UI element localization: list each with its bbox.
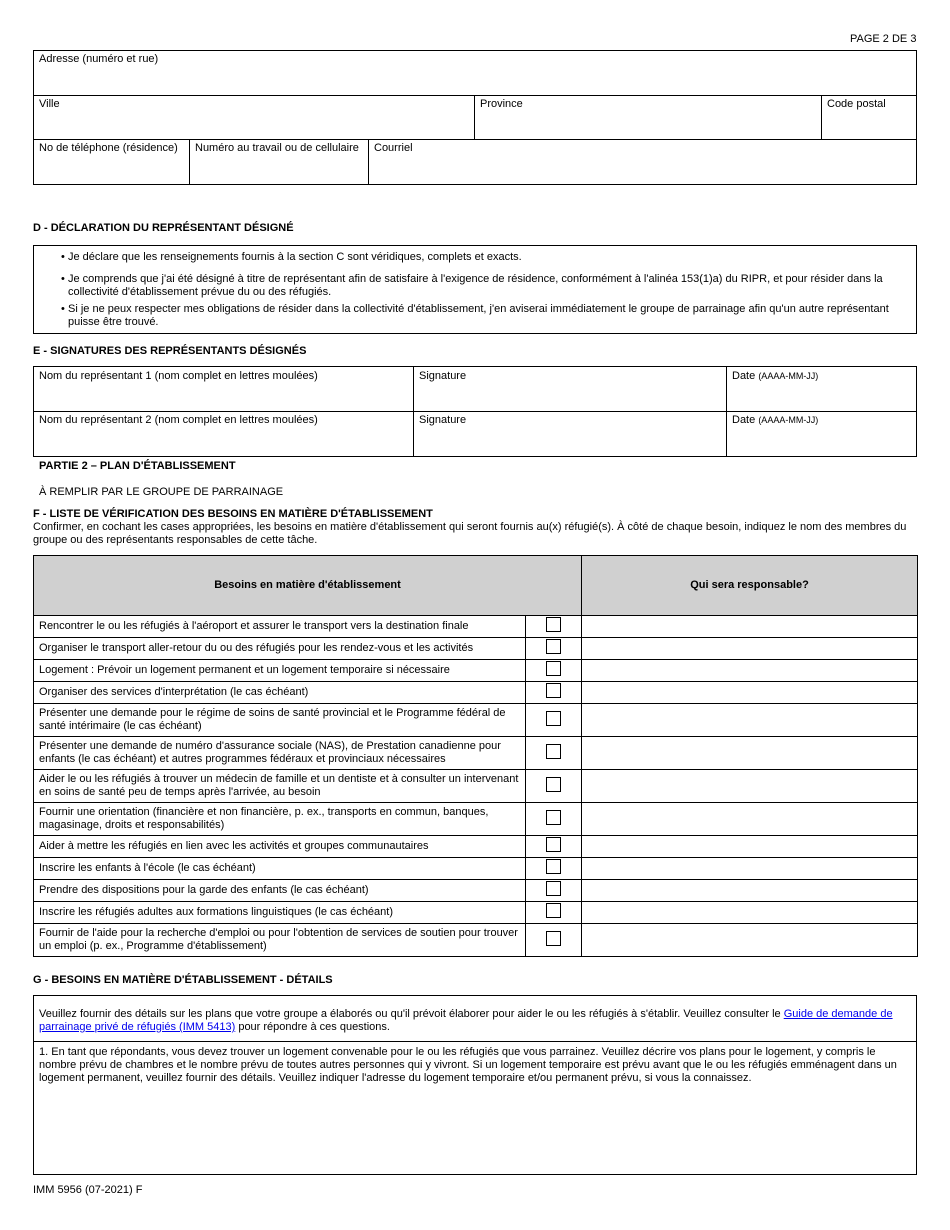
responsible-field[interactable]: [582, 803, 918, 836]
need-checkbox[interactable]: [546, 639, 561, 654]
bullet-dot: •: [61, 273, 65, 285]
need-label: Inscrire les réfugiés adultes aux formations linguistiques (le cas échéant): [34, 902, 526, 924]
contact-divider: [33, 95, 917, 96]
date-format: (AAAA-MM-JJ): [758, 415, 819, 425]
responsible-field[interactable]: [582, 682, 918, 704]
contact-divider: [368, 139, 369, 185]
rep2-name-field[interactable]: Nom du représentant 2 (nom complet en lettres moulées): [39, 414, 318, 426]
responsible-field[interactable]: [582, 770, 918, 803]
rep1-date-field[interactable]: [732, 370, 818, 383]
contact-divider: [33, 139, 917, 140]
form-id: IMM 5956 (07-2021) F: [33, 1184, 143, 1196]
question-1[interactable]: 1. En tant que répondants, vous devez trouver un logement convenable pour le ou les réfugiés que vous parrainez. Veuillez décrire vos plans pour le logement, y compris le nombre prévu de chambres et le nombre prévu de toutes autres personnes qui y vivront. Si un logement temporaire est prévu avant que le ou les réfugiés emménagent dans un logement permanent, veuillez fournir des détails. Veuillez indiquer l'adresse du logement temporaire et/ou permanent prévu, si vous la connaissez.: [39, 1046, 897, 1084]
need-checkbox-cell: [526, 660, 582, 682]
date-format: (AAAA-MM-JJ): [758, 371, 819, 381]
page-number: PAGE 2 DE 3: [850, 33, 917, 45]
responsible-field[interactable]: [582, 660, 918, 682]
need-label: Rencontrer le ou les réfugiés à l'aéroport et assurer le transport vers la destination finale: [34, 616, 526, 638]
need-checkbox[interactable]: [546, 859, 561, 874]
need-checkbox[interactable]: [546, 744, 561, 759]
checklist-row: [34, 660, 918, 682]
needs-checklist-table: [33, 555, 918, 957]
home-phone-field[interactable]: No de téléphone (résidence): [39, 142, 178, 154]
responsible-field[interactable]: [582, 836, 918, 858]
need-label: Organiser le transport aller-retour du ou des réfugiés pour les rendez-vous et les activités: [34, 638, 526, 660]
work-phone-field[interactable]: Numéro au travail ou de cellulaire: [195, 142, 359, 154]
postal-code-field[interactable]: Code postal: [827, 98, 886, 110]
rep2-date-field[interactable]: [732, 414, 818, 427]
province-field[interactable]: Province: [480, 98, 523, 110]
need-checkbox[interactable]: [546, 711, 561, 726]
need-label: Aider à mettre les réfugiés en lien avec les activités et groupes communautaires: [34, 836, 526, 858]
declaration-bullet-3: Si je ne peux respecter mes obligations de résider dans la collectivité d'établissement, j'en aviserai immédiatement le groupe de parrainage afin qu'un autre représentant puisse être trouvé.: [68, 303, 889, 328]
checklist-row: [34, 902, 918, 924]
need-label: Présenter une demande de numéro d'assurance sociale (NAS), de Prestation canadienne pour enfants (le cas échéant) et autres programmes fédéraux et provinciaux nécessaires: [34, 737, 526, 770]
need-checkbox-cell: [526, 737, 582, 770]
checklist-row: [34, 880, 918, 902]
need-checkbox[interactable]: [546, 881, 561, 896]
intro-text-end: pour répondre à ces questions.: [235, 1021, 390, 1033]
responsible-field[interactable]: [582, 902, 918, 924]
section-f-title: F - LISTE DE VÉRIFICATION DES BESOINS EN MATIÈRE D'ÉTABLISSEMENT: [33, 508, 433, 520]
responsible-field[interactable]: [582, 704, 918, 737]
need-checkbox-cell: [526, 902, 582, 924]
need-checkbox-cell: [526, 770, 582, 803]
section-g-title: G - BESOINS EN MATIÈRE D'ÉTABLISSEMENT - DÉTAILS: [33, 974, 333, 986]
section-g-intro: [39, 1008, 909, 1034]
signatures-divider: [726, 366, 727, 457]
need-checkbox-cell: [526, 880, 582, 902]
need-checkbox-cell: [526, 682, 582, 704]
bullet-dot: •: [61, 251, 65, 263]
responsible-field[interactable]: [582, 880, 918, 902]
need-checkbox-cell: [526, 803, 582, 836]
declaration-bullet-2: Je comprends que j'ai été désigné à titre de représentant afin de satisfaire à l'exigence de résidence, conformément à l'alinéa 153(1)a) du RIPR, et pour résider dans la collectivité d'établissement prévue du ou des réfugiés.: [68, 273, 883, 298]
responsible-field[interactable]: [582, 858, 918, 880]
signatures-divider: [33, 411, 917, 412]
col-responsible-header: Qui sera responsable?: [582, 556, 918, 616]
need-checkbox[interactable]: [546, 683, 561, 698]
need-checkbox-cell: [526, 924, 582, 957]
need-label: Fournir une orientation (financière et non financière, p. ex., transports en commun, banques, magasinage, droits et responsabilités): [34, 803, 526, 836]
details-divider: [33, 1041, 917, 1042]
need-label: Inscrire les enfants à l'école (le cas échéant): [34, 858, 526, 880]
need-checkbox-cell: [526, 858, 582, 880]
need-checkbox[interactable]: [546, 837, 561, 852]
need-checkbox-cell: [526, 616, 582, 638]
part2-title: PARTIE 2 – PLAN D'ÉTABLISSEMENT: [39, 460, 236, 472]
rep1-name-field[interactable]: Nom du représentant 1 (nom complet en lettres moulées): [39, 370, 318, 382]
checklist-row: [34, 704, 918, 737]
contact-divider: [189, 139, 190, 185]
need-checkbox[interactable]: [546, 931, 561, 946]
responsible-field[interactable]: [582, 616, 918, 638]
need-checkbox[interactable]: [546, 810, 561, 825]
need-checkbox-cell: [526, 704, 582, 737]
part2-subtitle: À REMPLIR PAR LE GROUPE DE PARRAINAGE: [39, 486, 284, 498]
need-checkbox[interactable]: [546, 903, 561, 918]
need-checkbox-cell: [526, 638, 582, 660]
need-checkbox-cell: [526, 836, 582, 858]
contact-divider: [474, 95, 475, 139]
signatures-divider: [413, 366, 414, 457]
checklist-row: [34, 803, 918, 836]
rep1-signature-field[interactable]: Signature: [419, 370, 467, 382]
need-checkbox[interactable]: [546, 777, 561, 792]
guide-link[interactable]: Guide de demande de parrainage privé de réfugiés (IMM 5413): [39, 1008, 893, 1033]
need-checkbox[interactable]: [546, 661, 561, 676]
need-label: Logement : Prévoir un logement permanent et un logement temporaire si nécessaire: [34, 660, 526, 682]
date-label: Date: [732, 414, 756, 426]
need-label: Fournir de l'aide pour la recherche d'emploi ou pour l'obtention de services de soutien pour trouver un emploi (p. ex., Programme d'établissement): [34, 924, 526, 957]
need-label: Prendre des dispositions pour la garde des enfants (le cas échéant): [34, 880, 526, 902]
checklist-row: [34, 737, 918, 770]
need-checkbox[interactable]: [546, 617, 561, 632]
contact-grid: [33, 50, 917, 185]
rep2-signature-field[interactable]: Signature: [419, 414, 467, 426]
address-field[interactable]: Adresse (numéro et rue): [39, 53, 159, 65]
checklist-row: [34, 682, 918, 704]
section-d-title: D - DÉCLARATION DU REPRÉSENTANT DÉSIGNÉ: [33, 222, 294, 234]
email-field[interactable]: Courriel: [374, 142, 413, 154]
checklist-row: [34, 858, 918, 880]
section-f-intro: Confirmer, en cochant les cases appropriées, les besoins en matière d'établissement qui seront fournis au(x) réfugié(s). À côté de chaque besoin, indiquez le nom des membres du groupe ou des représentants responsables de cette tâche.: [33, 521, 907, 546]
need-label: Aider le ou les réfugiés à trouver un médecin de famille et un dentiste et à consulter un intervenant en soins de santé peu de temps après l'arrivée, au besoin: [34, 770, 526, 803]
responsible-field[interactable]: [582, 638, 918, 660]
checklist-row: [34, 616, 918, 638]
section-e-title: E - SIGNATURES DES REPRÉSENTANTS DÉSIGNÉS: [33, 345, 307, 357]
responsible-field[interactable]: [582, 924, 918, 957]
col-needs-header: Besoins en matière d'établissement: [34, 556, 582, 616]
checklist-row: [34, 638, 918, 660]
city-field[interactable]: Ville: [39, 98, 60, 110]
intro-text: Veuillez fournir des détails sur les plans que votre groupe a élaborés ou qu'il prévoit élaborer pour aider le ou les réfugiés à s'établir. Veuillez consulter le: [39, 1008, 784, 1020]
checklist-row: [34, 924, 918, 957]
checklist-row: [34, 836, 918, 858]
need-label: Présenter une demande pour le régime de soins de santé provincial et le Programme fédéral de santé intérimaire (le cas échéant): [34, 704, 526, 737]
bullet-dot: •: [61, 303, 65, 315]
contact-divider: [821, 95, 822, 139]
need-label: Organiser des services d'interprétation (le cas échéant): [34, 682, 526, 704]
checklist-row: [34, 770, 918, 803]
declaration-bullet-1: Je déclare que les renseignements fournis à la section C sont véridiques, complets et exacts.: [68, 251, 522, 263]
responsible-field[interactable]: [582, 737, 918, 770]
date-label: Date: [732, 370, 756, 382]
